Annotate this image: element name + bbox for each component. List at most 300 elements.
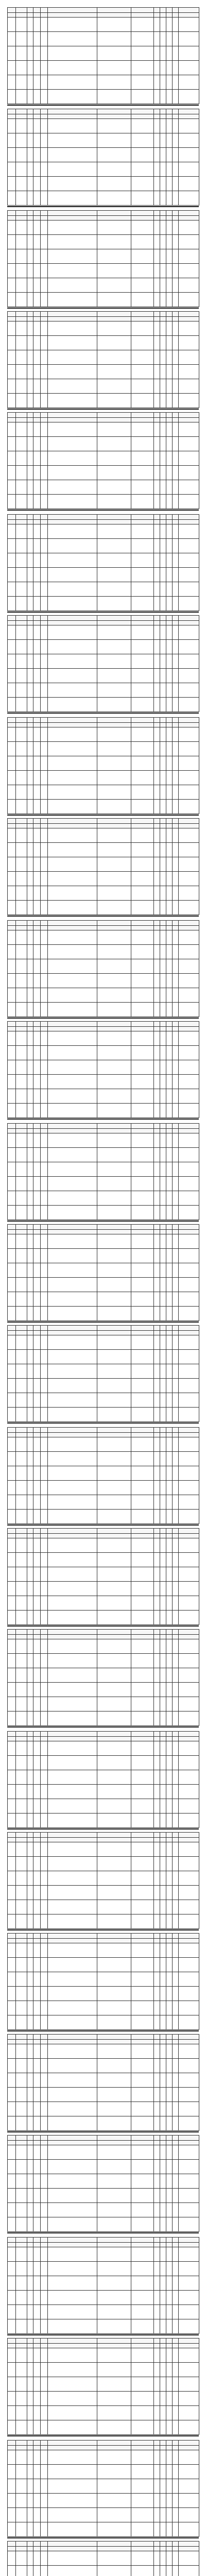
table-header-cell (154, 621, 160, 625)
table-cell (16, 1886, 27, 1900)
table-cell (173, 1799, 179, 1814)
table-cell (97, 828, 131, 843)
table-cell (8, 771, 16, 785)
table-header-cell (173, 718, 179, 723)
table-row (8, 2088, 199, 2102)
table-row (8, 2420, 199, 2435)
table-header-cell (154, 1129, 160, 1133)
table-header-cell (33, 1838, 41, 1842)
table-cell (179, 1958, 199, 1972)
table-cell (131, 1958, 154, 1972)
table-cell (166, 1177, 173, 1191)
table-cell (33, 2566, 41, 2576)
table-cell (97, 2465, 131, 2479)
table-cell (131, 1177, 154, 1191)
table-cell (33, 148, 41, 162)
table-header-cell (41, 2238, 48, 2243)
table-cell (131, 1654, 154, 1668)
table-header-cell (173, 1939, 179, 1943)
table-cell (173, 1104, 179, 1118)
table-cell (27, 1003, 33, 1017)
table-cell (166, 1785, 173, 1799)
table-cell (16, 1770, 27, 1785)
table-cell (173, 119, 179, 133)
table-cell (173, 1654, 179, 1668)
table-cell (33, 1611, 41, 1625)
table-cell (48, 1611, 97, 1625)
table-header-cell (97, 1433, 131, 1437)
table-cell (41, 2276, 48, 2291)
table-cell (8, 2203, 16, 2217)
table-cell (166, 480, 173, 495)
table-cell (8, 2160, 16, 2174)
table-cell (33, 1639, 41, 1654)
table-cell (27, 2102, 33, 2116)
table-header-row (8, 1433, 199, 1437)
table-cell (154, 1972, 160, 1987)
table-cell (173, 1452, 179, 1466)
table-cell (160, 119, 166, 133)
table-cell (97, 1481, 131, 1495)
table-header-cell (48, 2035, 97, 2040)
table-cell (8, 2508, 16, 2522)
table-header-row (8, 723, 199, 727)
table-header-cell (166, 13, 173, 18)
table-cell (154, 2522, 160, 2537)
table-row (8, 2247, 199, 2262)
table-cell (97, 1943, 131, 1958)
table-cell (48, 1538, 97, 1553)
table-cell (8, 1335, 16, 1350)
table-header-cell (166, 921, 173, 926)
table-cell (131, 683, 154, 698)
table-header-cell (154, 926, 160, 930)
table-cell (27, 597, 33, 611)
table-header-row (8, 1732, 199, 1737)
table-cell (27, 2420, 33, 2435)
table-header-cell (8, 621, 16, 625)
table-cell (8, 1639, 16, 1654)
table-cell (48, 350, 97, 365)
table-cell (16, 1133, 27, 1148)
table-cell (41, 148, 48, 162)
table-cell (27, 2073, 33, 2088)
table-header-cell (41, 2141, 48, 2145)
table-cell (160, 1711, 166, 1726)
table-cell (166, 1278, 173, 1292)
table-header-cell (41, 418, 48, 422)
table-cell (48, 2392, 97, 2406)
table-header-cell (154, 413, 160, 418)
table-cell (33, 2319, 41, 2334)
table-cell (8, 2494, 16, 2508)
table-header-cell (166, 1022, 173, 1027)
table-cell (160, 2494, 166, 2508)
table-cell (33, 1972, 41, 1987)
table-cell (160, 2217, 166, 2232)
table-cell (179, 2088, 199, 2102)
table-cell (41, 2001, 48, 2015)
table-cell (48, 625, 97, 640)
table-header-cell (97, 1833, 131, 1838)
table-cell (41, 1756, 48, 1770)
table-cell (8, 1741, 16, 1756)
table-bottom-rule (7, 1018, 199, 1019)
table-cell (41, 1292, 48, 1307)
table-header-cell (8, 2035, 16, 2040)
table-header-cell (48, 2040, 97, 2044)
table-cell (173, 249, 179, 264)
table-cell (48, 1452, 97, 1466)
table-cell (173, 2145, 179, 2160)
table-cell (16, 2145, 27, 2160)
table-cell (154, 1249, 160, 1263)
table-cell (97, 2494, 131, 2508)
table-header-cell (48, 2136, 97, 2141)
table-cell (131, 119, 154, 133)
table-header-cell (16, 1635, 27, 1639)
table-cell (160, 1089, 166, 1104)
table-header-cell (33, 1630, 41, 1635)
table-header-row (8, 1428, 199, 1433)
table-header-cell (131, 621, 154, 625)
table-row (8, 1770, 199, 1785)
schedule-table-p16 (7, 1528, 199, 1625)
table-header-cell (131, 8, 154, 13)
table-header-cell (8, 1838, 16, 1842)
table-header-cell (8, 1225, 16, 1230)
table-row (8, 1162, 199, 1177)
table-header-cell (33, 2040, 41, 2044)
table-cell (41, 2116, 48, 2131)
table-cell (27, 2189, 33, 2203)
table-cell (166, 742, 173, 756)
table-cell (33, 568, 41, 582)
table-cell (166, 1987, 173, 2001)
table-cell (131, 2174, 154, 2189)
table-row (8, 1814, 199, 1828)
table-header-cell (33, 1230, 41, 1234)
table-header-cell (179, 1939, 199, 1943)
table-cell (41, 1711, 48, 1726)
table-cell (41, 18, 48, 32)
table-header-cell (166, 2446, 173, 2450)
table-cell (154, 2305, 160, 2319)
table-cell (166, 959, 173, 974)
table-header-cell (33, 114, 41, 119)
table-cell (41, 1510, 48, 1524)
table-cell (48, 480, 97, 495)
table-cell (173, 1611, 179, 1625)
table-cell (27, 2406, 33, 2420)
schedule-table-p8 (7, 717, 199, 814)
table-header-cell (166, 109, 173, 114)
table-row (8, 1668, 199, 1683)
table-cell (27, 1162, 33, 1177)
table-cell (131, 1437, 154, 1452)
table-cell (16, 1177, 27, 1191)
table-cell (48, 1206, 97, 1220)
table-header-cell (97, 211, 131, 216)
table-cell (27, 133, 33, 148)
table-cell (41, 553, 48, 568)
table-header-cell (41, 1433, 48, 1437)
table-cell (179, 945, 199, 959)
table-cell (33, 2160, 41, 2174)
table-row (8, 350, 199, 365)
table-header-cell (179, 616, 199, 621)
table-cell (173, 1639, 179, 1654)
table-cell (160, 2145, 166, 2160)
table-cell (179, 1104, 199, 1118)
table-cell (48, 1191, 97, 1206)
table-cell (166, 1307, 173, 1321)
table-cell (97, 451, 131, 466)
table-header-cell (179, 718, 199, 723)
table-cell (8, 177, 16, 191)
table-header-cell (160, 1635, 166, 1639)
table-header-cell (48, 1838, 97, 1842)
table-cell (16, 1481, 27, 1495)
schedule-table-p3 (7, 210, 199, 307)
table-cell (166, 2102, 173, 2116)
table-cell (8, 1697, 16, 1711)
table-cell (16, 162, 27, 177)
table-cell (173, 2189, 179, 2203)
table-header-cell (179, 2238, 199, 2243)
schedule-table-p11 (7, 1021, 199, 1118)
table-header-cell (27, 1022, 33, 1027)
table-cell (173, 2392, 179, 2406)
table-cell (173, 597, 179, 611)
table-header-cell (179, 2446, 199, 2450)
table-header-cell (97, 317, 131, 321)
table-header-row (8, 1022, 199, 1027)
table-cell (173, 2305, 179, 2319)
table-cell (8, 1089, 16, 1104)
table-row (8, 1697, 199, 1711)
table-header-cell (154, 1326, 160, 1331)
table-header-cell (16, 312, 27, 317)
table-cell (33, 988, 41, 1003)
table-cell (97, 1972, 131, 1987)
table-header-cell (173, 1732, 179, 1737)
table-cell (131, 1379, 154, 1393)
table-cell (179, 959, 199, 974)
table-cell (33, 2508, 41, 2522)
table-cell (160, 1393, 166, 1408)
table-header-row (8, 413, 199, 418)
table-row (8, 2073, 199, 2088)
table-cell (16, 683, 27, 698)
table-header-cell (27, 723, 33, 727)
table-cell (16, 1711, 27, 1726)
table-cell (131, 828, 154, 843)
table-cell (179, 1089, 199, 1104)
table-header-cell (8, 1331, 16, 1335)
table-header-cell (27, 1635, 33, 1639)
table-cell (33, 1943, 41, 1958)
table-header-cell (48, 2243, 97, 2247)
table-header-cell (166, 1833, 173, 1838)
table-cell (131, 1046, 154, 1060)
table-header-cell (179, 2035, 199, 2040)
table-cell (41, 1596, 48, 1611)
table-cell (173, 2217, 179, 2232)
table-cell (97, 771, 131, 785)
table-header-cell (16, 1630, 27, 1635)
table-cell (160, 1639, 166, 1654)
table-header-cell (8, 216, 16, 221)
table-cell (97, 1206, 131, 1220)
table-bottom-rule (7, 2030, 199, 2031)
table-cell (131, 756, 154, 771)
table-header-cell (48, 2547, 97, 2551)
table-cell (131, 785, 154, 800)
table-cell (48, 2088, 97, 2102)
table-cell (173, 1075, 179, 1089)
table-cell (97, 2262, 131, 2276)
table-cell (97, 2508, 131, 2522)
table-row (8, 1785, 199, 1799)
table-cell (8, 2450, 16, 2465)
table-cell (41, 843, 48, 857)
table-header-cell (41, 1939, 48, 1943)
table-header-cell (33, 1129, 41, 1133)
table-cell (160, 2348, 166, 2363)
table-cell (173, 524, 179, 539)
table-cell (48, 1799, 97, 1814)
table-cell (179, 2189, 199, 2203)
table-cell (97, 1046, 131, 1060)
table-cell (160, 90, 166, 104)
table-cell (48, 2015, 97, 2030)
table-cell (41, 1943, 48, 1958)
table-cell (97, 756, 131, 771)
table-cell (154, 2377, 160, 2392)
table-header-cell (27, 1225, 33, 1230)
table-cell (173, 293, 179, 307)
table-cell (179, 2479, 199, 2494)
table-cell (166, 568, 173, 582)
table-cell (160, 2420, 166, 2435)
table-cell (179, 1393, 199, 1408)
table-header-row (8, 2344, 199, 2348)
table-cell (166, 1060, 173, 1075)
table-cell (33, 379, 41, 394)
table-row (8, 1972, 199, 1987)
table-cell (48, 1408, 97, 1422)
table-bottom-rule (7, 1321, 199, 1323)
table-cell (160, 669, 166, 683)
table-header-cell (179, 1331, 199, 1335)
table-bottom-rule (7, 1828, 199, 1829)
table-cell (166, 2001, 173, 2015)
table-cell (41, 379, 48, 394)
schedule-table-p15 (7, 1427, 199, 1524)
table-header-cell (27, 1529, 33, 1534)
table-header-cell (173, 2441, 179, 2446)
table-header-cell (173, 1022, 179, 1027)
table-header-cell (173, 1534, 179, 1538)
table-header-cell (41, 1732, 48, 1737)
schedule-table-p5 (7, 412, 199, 509)
table-cell (131, 1697, 154, 1711)
table-cell (154, 2001, 160, 2015)
table-cell (8, 2465, 16, 2479)
table-header-cell (154, 2547, 160, 2551)
table-header-cell (173, 1833, 179, 1838)
table-header-cell (41, 1230, 48, 1234)
table-cell (179, 148, 199, 162)
table-row (8, 1799, 199, 1814)
table-cell (173, 683, 179, 698)
table-cell (166, 1234, 173, 1249)
table-cell (160, 553, 166, 568)
table-cell (173, 1060, 179, 1075)
table-header-cell (27, 819, 33, 824)
table-cell (179, 1972, 199, 1987)
table-header-cell (16, 2547, 27, 2551)
table-cell (27, 2247, 33, 2262)
table-header-cell (97, 2141, 131, 2145)
table-cell (8, 1104, 16, 1118)
table-row (8, 1538, 199, 1553)
table-cell (179, 1263, 199, 1278)
table-cell (131, 2319, 154, 2334)
table-cell (8, 1871, 16, 1886)
table-cell (41, 75, 48, 90)
table-cell (154, 843, 160, 857)
table-bottom-rule (7, 1929, 199, 1930)
table-cell (97, 1741, 131, 1756)
table-cell (8, 1162, 16, 1177)
table-cell (41, 727, 48, 742)
table-cell (154, 1393, 160, 1408)
table-cell (8, 1249, 16, 1263)
table-cell (131, 32, 154, 46)
table-cell (41, 1495, 48, 1510)
table-cell (97, 61, 131, 75)
table-header-cell (166, 1433, 173, 1437)
table-cell (41, 321, 48, 336)
table-cell (160, 2406, 166, 2420)
table-cell (16, 698, 27, 712)
table-cell (48, 2217, 97, 2232)
table-cell (41, 2479, 48, 2494)
table-cell (27, 1249, 33, 1263)
table-cell (97, 18, 131, 32)
table-header-cell (173, 1027, 179, 1031)
table-cell (160, 480, 166, 495)
table-header-cell (160, 1630, 166, 1635)
table-cell (41, 46, 48, 61)
table-row (8, 1060, 199, 1075)
table-cell (179, 1335, 199, 1350)
table-header-cell (27, 1838, 33, 1842)
table-cell (48, 1089, 97, 1104)
table-cell (173, 365, 179, 379)
table-cell (16, 1379, 27, 1393)
table-header-cell (97, 1331, 131, 1335)
table-cell (154, 727, 160, 742)
table-cell (48, 1914, 97, 1929)
table-header-cell (173, 216, 179, 221)
table-cell (8, 480, 16, 495)
table-cell (41, 1538, 48, 1553)
table-header-cell (166, 2040, 173, 2044)
table-cell (8, 46, 16, 61)
